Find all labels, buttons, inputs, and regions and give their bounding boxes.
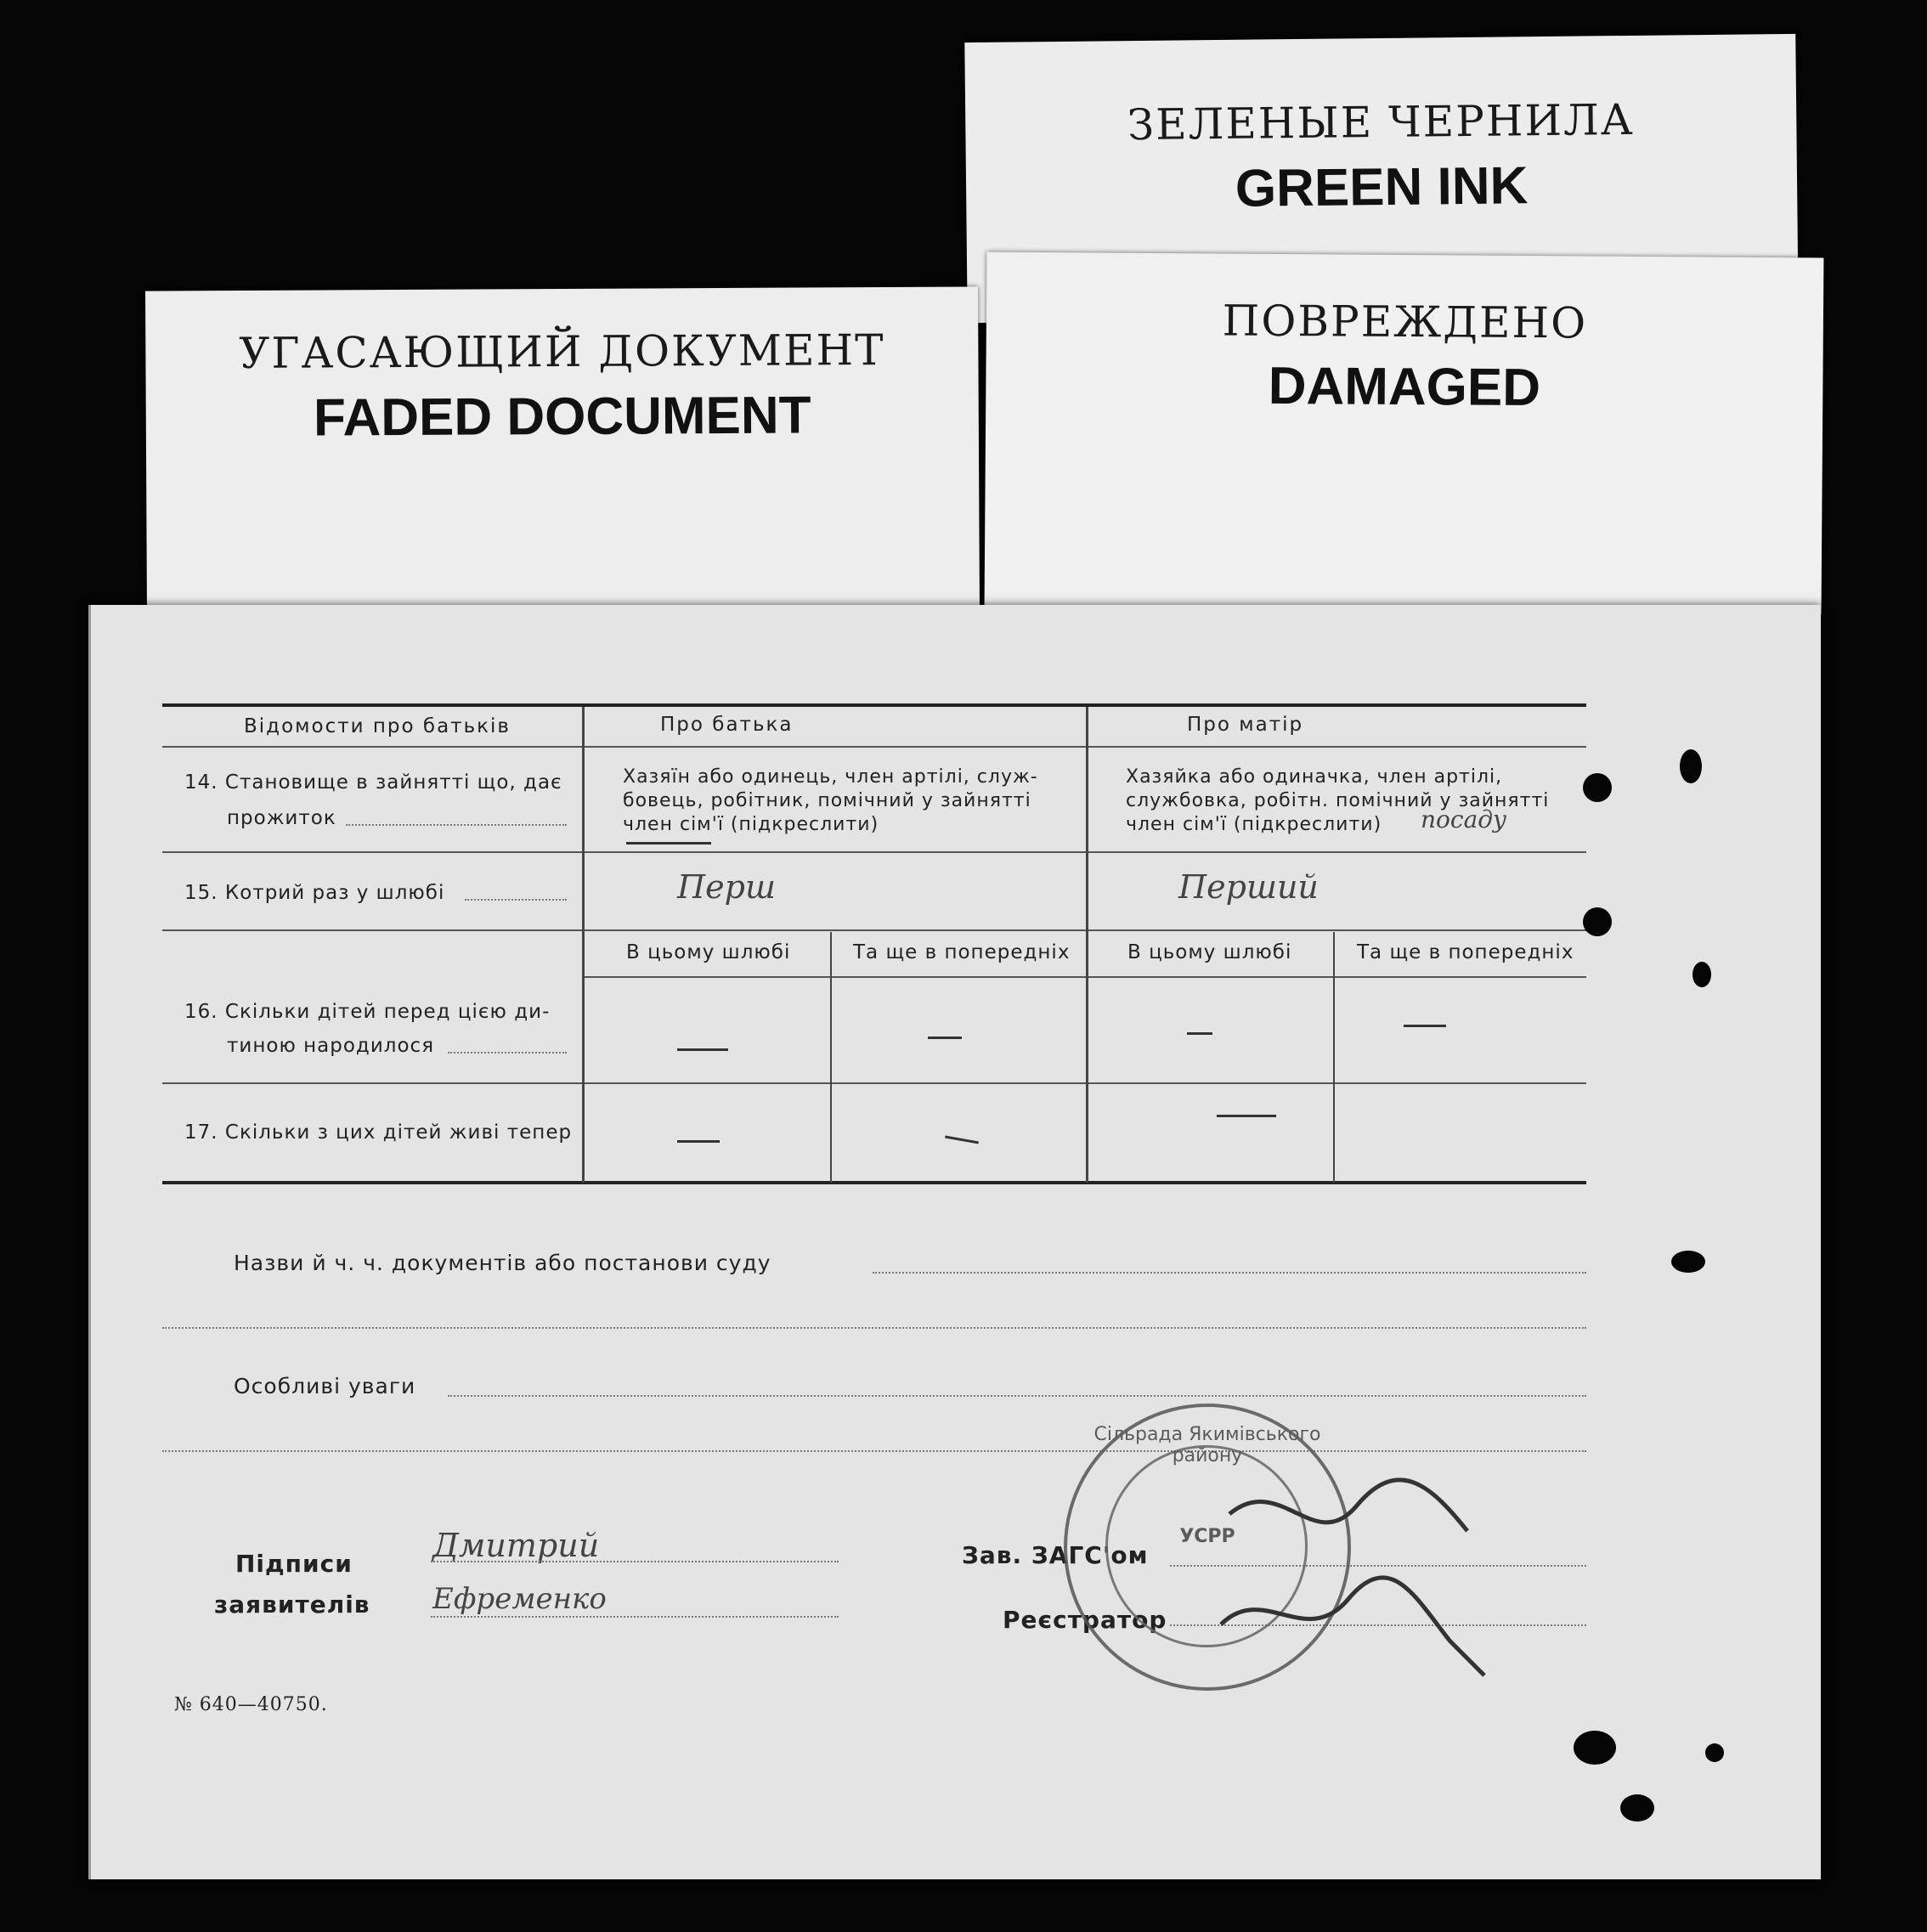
row16-subheader-rule (584, 976, 1586, 978)
row16-label-line2: тиною народилося (227, 1035, 435, 1057)
subheader-mother-this-marriage: В цьому шлюбі (1127, 941, 1292, 963)
row14-leader-dots (346, 824, 567, 826)
row14-label-line1: 14. Становище в зайнятті що, дає (184, 771, 562, 794)
row17-cell-c-dash (1217, 1115, 1276, 1117)
signatures-label-line1: Підписи (235, 1550, 353, 1578)
official-signature-scrawl (1212, 1455, 1552, 1709)
row15-label: 15. Котрий раз у шлюбі (184, 882, 445, 904)
row17-cell-b-dash (945, 1136, 979, 1144)
row15-rule (162, 929, 1586, 931)
col-divider-2 (1086, 707, 1088, 1183)
faded-label-ru: УГАСАЮЩИЙ ДОКУМЕНТ (239, 325, 885, 378)
zags-head-label: Зав. ЗАГС'ом (962, 1541, 1149, 1569)
row16-leader-dots (448, 1052, 567, 1054)
faded-label-en: FADED DOCUMENT (313, 386, 811, 448)
damage-hole (1574, 1731, 1616, 1765)
row16-cell-c-dash (1187, 1032, 1212, 1035)
row15-leader-dots (465, 899, 567, 901)
damage-hole (1680, 749, 1702, 783)
damaged-label-en: DAMAGED (1268, 356, 1541, 418)
stamp-center-text: УСРР (1179, 1526, 1235, 1547)
documents-label: Назви й ч. ч. документів або постанови суду (234, 1251, 771, 1275)
row14-rule (162, 851, 1586, 853)
row16-label-line1: 16. Скільки дітей перед цією ди- (184, 1001, 551, 1023)
row16-cell-d-dash (1404, 1025, 1446, 1027)
damage-hole (1671, 1251, 1705, 1273)
documents-line-1 (873, 1272, 1586, 1274)
row17-label: 17. Скільки з цих дітей живі тепер (184, 1121, 573, 1144)
stamp-ring-text: Сільрада Якимівського району (1093, 1424, 1321, 1466)
header-rule (162, 746, 1586, 748)
registrar-label: Реєстратор (1003, 1606, 1167, 1634)
green-ink-label-en: GREEN INK (1235, 156, 1529, 218)
row14-father-line2: бовець, робітник, помічний у зайнятті (623, 790, 1031, 811)
col-divider-1 (582, 707, 585, 1183)
row14-father-line3: член сім'ї (підкреслити) (623, 814, 879, 835)
row17-cell-a-dash (677, 1140, 720, 1143)
signature-line-1 (431, 1561, 839, 1562)
row16-rule (162, 1082, 1586, 1084)
binding-hole (1583, 773, 1612, 802)
col-divider-sub-2 (1333, 932, 1335, 1183)
row14-father-underline (626, 842, 711, 845)
table-bottom-rule (162, 1181, 1586, 1184)
green-ink-label-ru: ЗЕЛЕНЫЕ ЧЕРНИЛА (1127, 94, 1635, 150)
form-number: № 640—40750. (174, 1694, 328, 1715)
table-top-rule (162, 703, 1586, 707)
subheader-father-this-marriage: В цьому шлюбі (626, 941, 791, 963)
row14-father-line1: Хазяїн або одинець, член артілі, служ- (623, 766, 1038, 788)
row16-cell-a-dash (677, 1048, 728, 1051)
row14-mother-handwriting: посаду (1421, 805, 1507, 833)
documents-line-2 (162, 1327, 1586, 1329)
remarks-label: Особливі уваги (234, 1374, 416, 1398)
subheader-father-previous: Та ще в попередніх (853, 941, 1071, 963)
remarks-line-2 (162, 1450, 1586, 1452)
applicant-signature-1: Дмитрий (432, 1527, 600, 1564)
signatures-label-line2: заявителів (214, 1590, 370, 1618)
remarks-line-1 (448, 1395, 1586, 1397)
damaged-card (985, 252, 1824, 615)
row15-mother-handwriting: Перший (1178, 868, 1319, 906)
row14-label-line2: прожиток (227, 807, 336, 829)
subheader-mother-previous: Та ще в попередніх (1357, 941, 1574, 963)
damaged-label-ru: ПОВРЕЖДЕНО (1222, 296, 1588, 348)
row14-mother-line2: службовка, робітн. помічний у зайнятті (1126, 790, 1550, 811)
col-divider-sub-1 (830, 932, 832, 1183)
signature-line-2 (431, 1616, 839, 1618)
damage-hole (1620, 1794, 1654, 1822)
damage-hole (1705, 1743, 1724, 1762)
row15-father-handwriting: Перш (677, 868, 776, 906)
row14-mother-line3: член сім'ї (підкреслити) (1126, 814, 1382, 835)
applicant-signature-2: Ефременко (432, 1582, 607, 1616)
header-parents-info: Відомости про батьків (244, 715, 511, 737)
binding-hole (1583, 907, 1612, 936)
header-father: Про батька (660, 714, 794, 736)
damage-hole (1692, 962, 1711, 987)
row16-cell-b-dash (928, 1037, 962, 1039)
registry-form-sheet (88, 605, 1821, 1879)
row14-mother-line1: Хазяйка або одиначка, член артілі, (1126, 766, 1503, 788)
header-mother: Про матір (1187, 714, 1304, 736)
faded-document-card (145, 286, 980, 613)
